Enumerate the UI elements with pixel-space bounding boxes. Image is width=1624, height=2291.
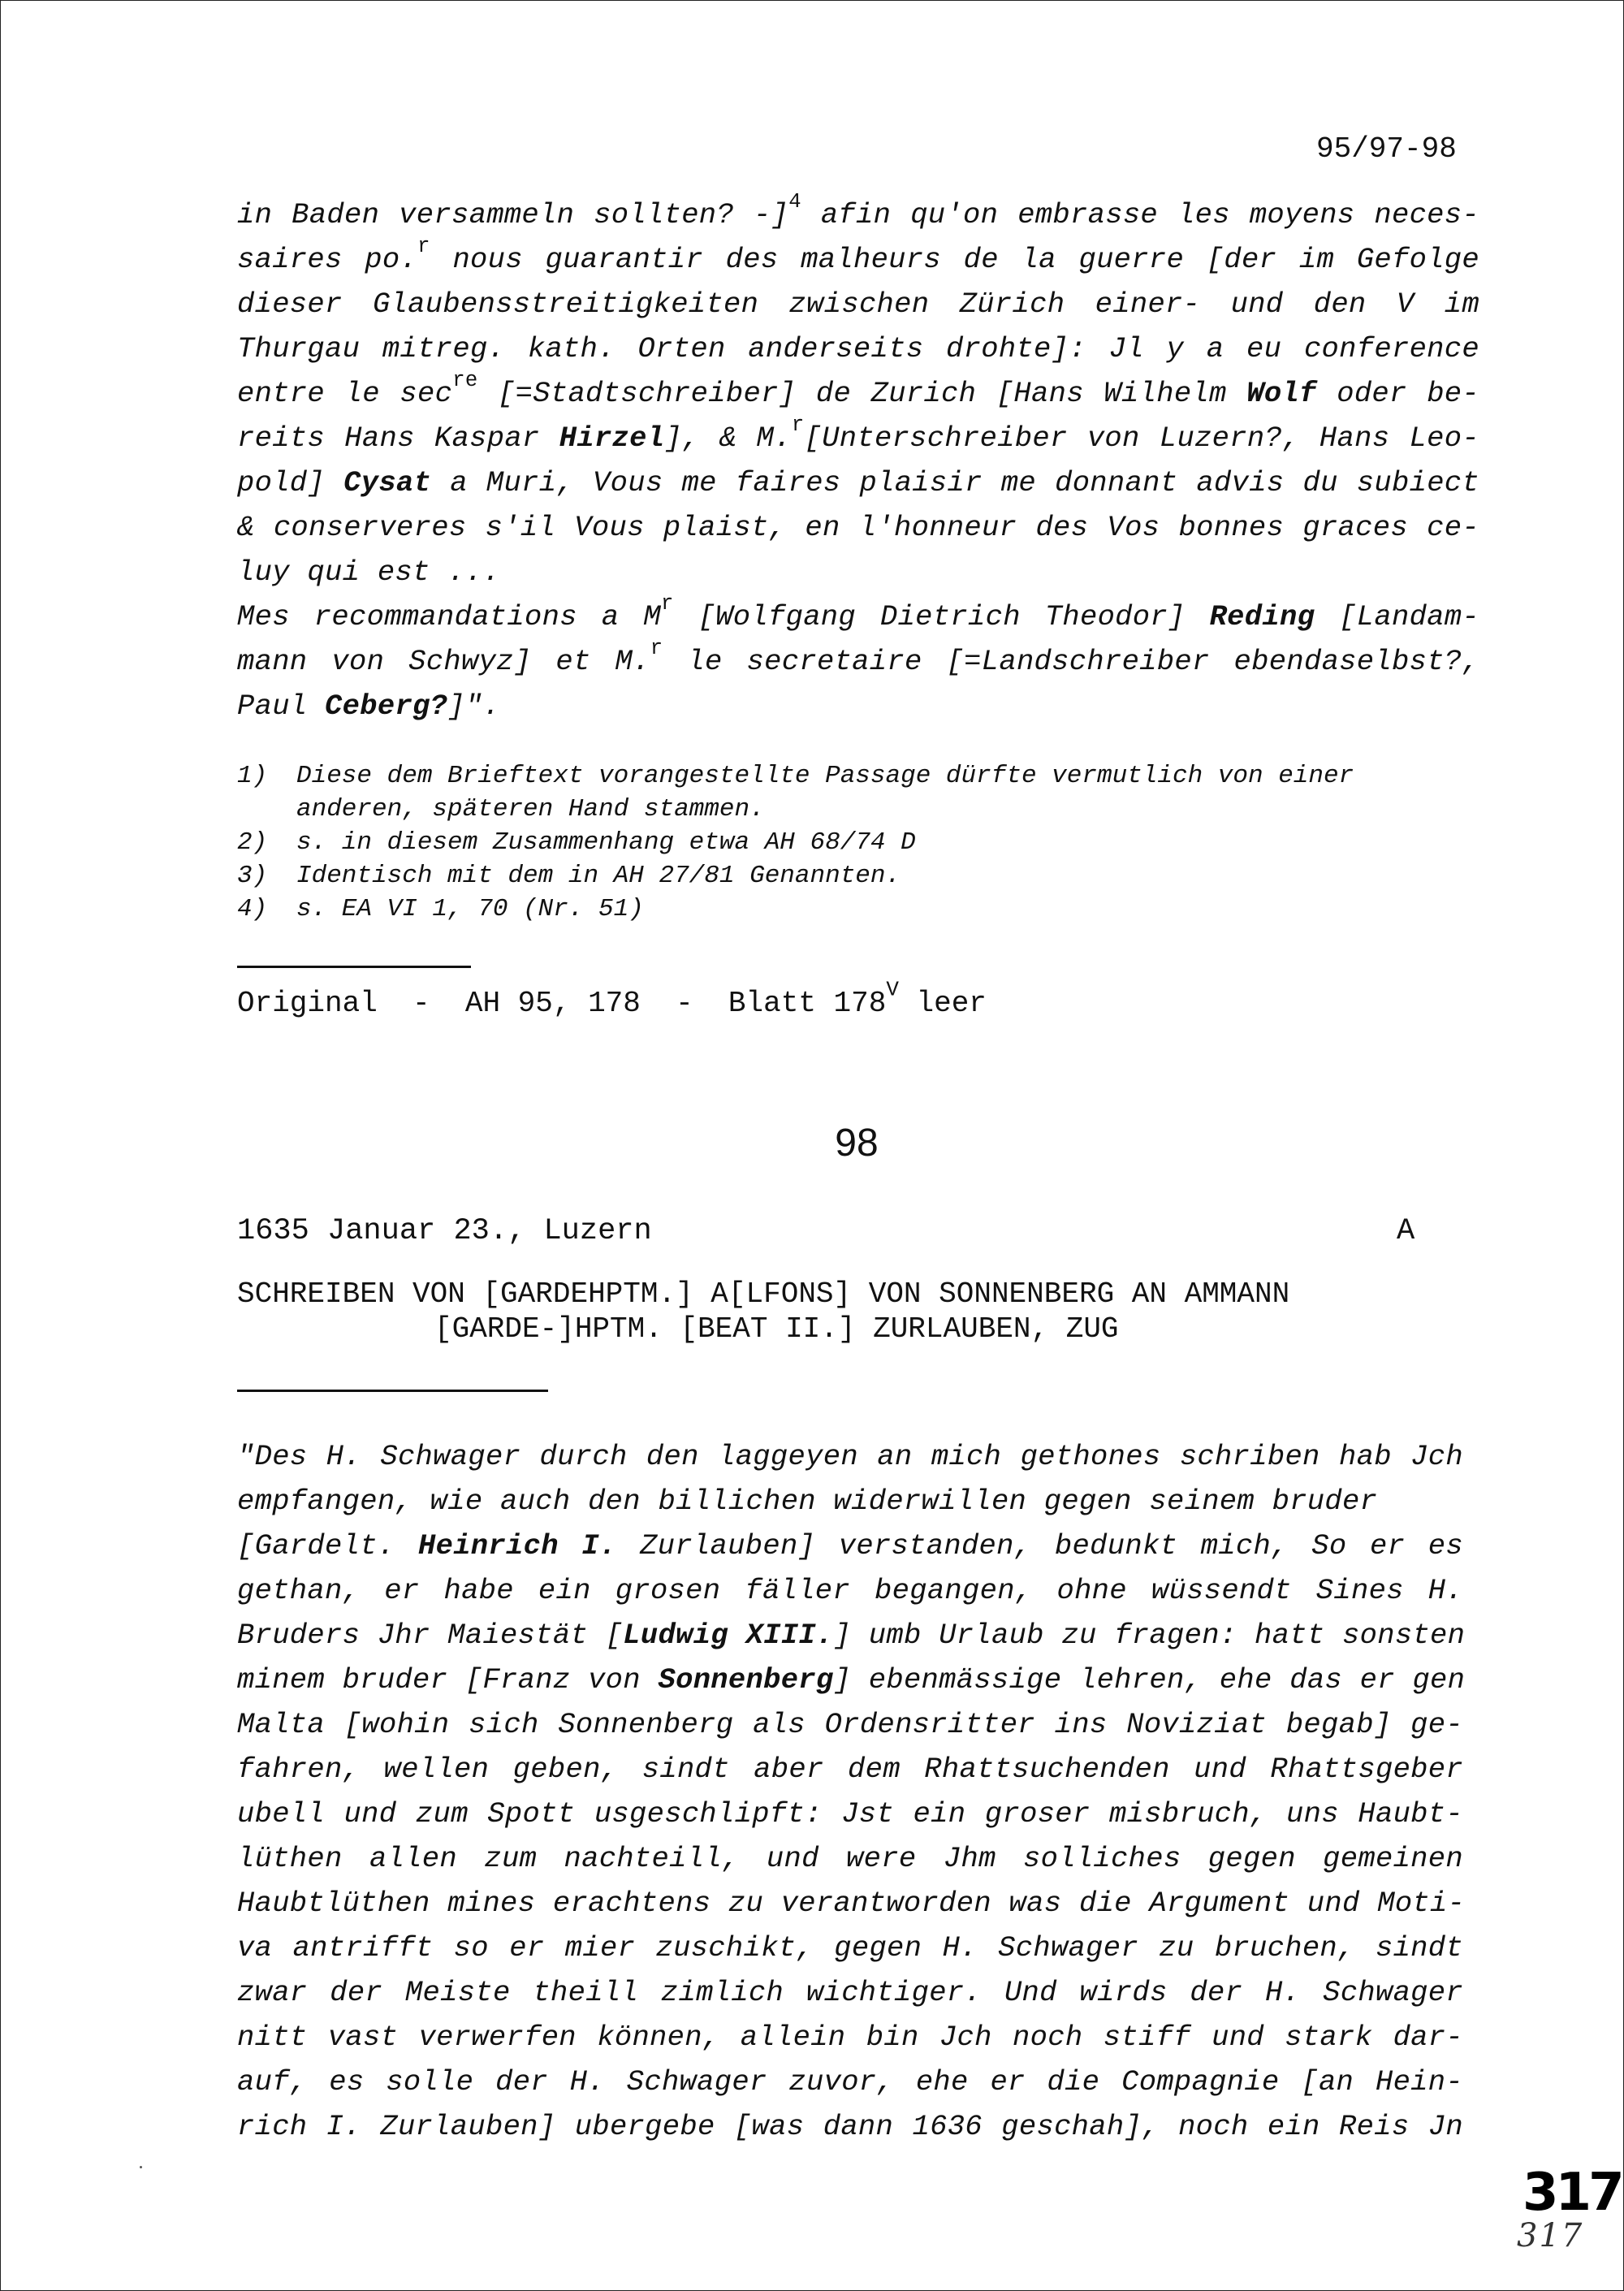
document-number: 98	[835, 1122, 879, 1165]
text-line: "Des H. Schwager durch den laggeyen an mich gethones schriben hab Jch	[237, 1440, 1463, 1473]
text-line: entre le $\sec^{re}$ [=Stadtschreiber] de Zurich [Hans Wilhelm Wolf oder be-	[237, 368, 1480, 410]
document-category: A	[1397, 1214, 1415, 1248]
text-line: auf, es solle der H. Schwager zuvor, ehe er die Compagnie [an Hein-	[237, 2065, 1463, 2099]
section-divider	[237, 966, 471, 968]
text-line: dieser Glaubensstreitigkeiten zwischen Zürich einer- und den V im	[237, 287, 1479, 321]
text-line: nitt vast verwerfen können, allein bin Jch noch stiff und stark dar-	[237, 2021, 1463, 2054]
date-place: 1635 Januar 23., Luzern	[237, 1214, 652, 1248]
footnote: 4) s. EA VI 1, 70 (Nr. 51)	[237, 895, 644, 923]
text-line: Mes recommandations a $M^r$ [Wolfgang Dietrich Theodor] Reding [Landam-	[237, 591, 1479, 633]
text-line: empfangen, wie auch den billichen widerwillen gegen seinem bruder	[237, 1485, 1378, 1518]
text-line: lüthen allen zum nachteill, und were Jhm solliches gegen gemeinen	[237, 1842, 1463, 1875]
footnote: 1) Diese dem Brieftext vorangestellte Passage dürfte vermutlich von einer	[237, 762, 1354, 790]
text-line: Haubtlüthen mines erachtens zu verantworden was die Argument und Moti-	[237, 1887, 1466, 1920]
heading-divider	[237, 1390, 548, 1392]
text-line: mann von Schwyz] et M.$^r$ le secretaire [=Landschreiber ebendaselbst?,	[237, 636, 1480, 678]
document-heading	[237, 1277, 1439, 1347]
letter-continuation	[237, 189, 1480, 728]
text-line: Paul Ceberg?]".	[237, 689, 501, 723]
letter-text	[237, 1434, 1466, 2149]
text-line: ubell und zum Spott usgeschlipft: Jst ein groser misbruch, uns Haubt-	[237, 1797, 1463, 1831]
original-source-line: Original - AH 95, 178 - Blatt $178^V$ leer	[237, 977, 987, 1020]
scan-speck	[140, 2166, 142, 2168]
page-reference: 95/97-98	[1316, 132, 1457, 166]
footnote-continuation: anderen, späteren Hand stammen.	[296, 795, 765, 823]
text-line: pold] Cysat a Muri, Vous me faires plaisir me donnant advis du subiect	[237, 466, 1480, 499]
text-line: reits Hans Kaspar Hirzel], & M.$^r$[Unterschreiber von Luzern?, Hans Leo-	[237, 413, 1479, 455]
text-line: Malta [wohin sich Sonnenberg als Ordensritter ins Noviziat begab] ge-	[237, 1708, 1463, 1741]
text-line: saires po.$^r$ nous guarantir des malheurs de la guerre [der im Gefolge	[237, 234, 1479, 276]
heading-line: SCHREIBEN VON [GARDEHPTM.] A[LFONS] VON SONNENBERG AN AMMANN	[237, 1277, 1290, 1311]
text-line: [Gardelt. Heinrich I. Zurlauben] verstanden, bedunkt mich, So er es	[237, 1529, 1463, 1563]
footnote: 3) Identisch mit dem in AH 27/81 Genannten.	[237, 862, 901, 890]
footnote: 2) s. in diesem Zusammenhang etwa AH 68/74 D	[237, 828, 916, 857]
text-line: fahren, wellen geben, sindt aber dem Rhattsuchenden und Rhattsgeber	[237, 1753, 1463, 1786]
text-line: zwar der Meiste theill zimlich wichtiger. Und wirds der H. Schwager	[237, 1976, 1463, 2009]
text-line: va antrifft so er mier zuschikt, gegen H. Schwager zu bruchen, sindt	[237, 1931, 1463, 1965]
text-line: minem bruder [Franz von Sonnenberg] ebenmässige lehren, ehe das er gen	[237, 1663, 1466, 1697]
text-line: in Baden versammeln sollten? -]$^4$ afin qu'on embrasse les moyens neces-	[237, 189, 1479, 231]
heading-line: [GARDE-]HPTM. [BEAT II.] ZURLAUBEN, ZUG	[434, 1312, 1119, 1346]
footnotes	[237, 759, 1455, 926]
text-line: Bruders Jhr Maiestät [Ludwig XIII.] umb Urlaub zu fragen: hatt sonsten	[237, 1619, 1466, 1652]
text-line: luy qui est ...	[237, 555, 501, 589]
text-line: rich I. Zurlauben] ubergebe [was dann 1636 geschah], noch ein Reis Jn	[237, 2110, 1463, 2143]
page-number-handwritten: 317	[1517, 2217, 1584, 2254]
text-line: & conserveres s'il Vous plaist, en l'honneur des Vos bonnes graces ce-	[237, 511, 1479, 544]
text-line: Thurgau mitreg. kath. Orten anderseits drohte]: Jl y a eu conference	[237, 332, 1479, 365]
page-number-stamp: 317	[1522, 2163, 1622, 2223]
text-line: gethan, er habe ein grosen fäller begangen, ohne wüssendt Sines H.	[237, 1574, 1463, 1607]
